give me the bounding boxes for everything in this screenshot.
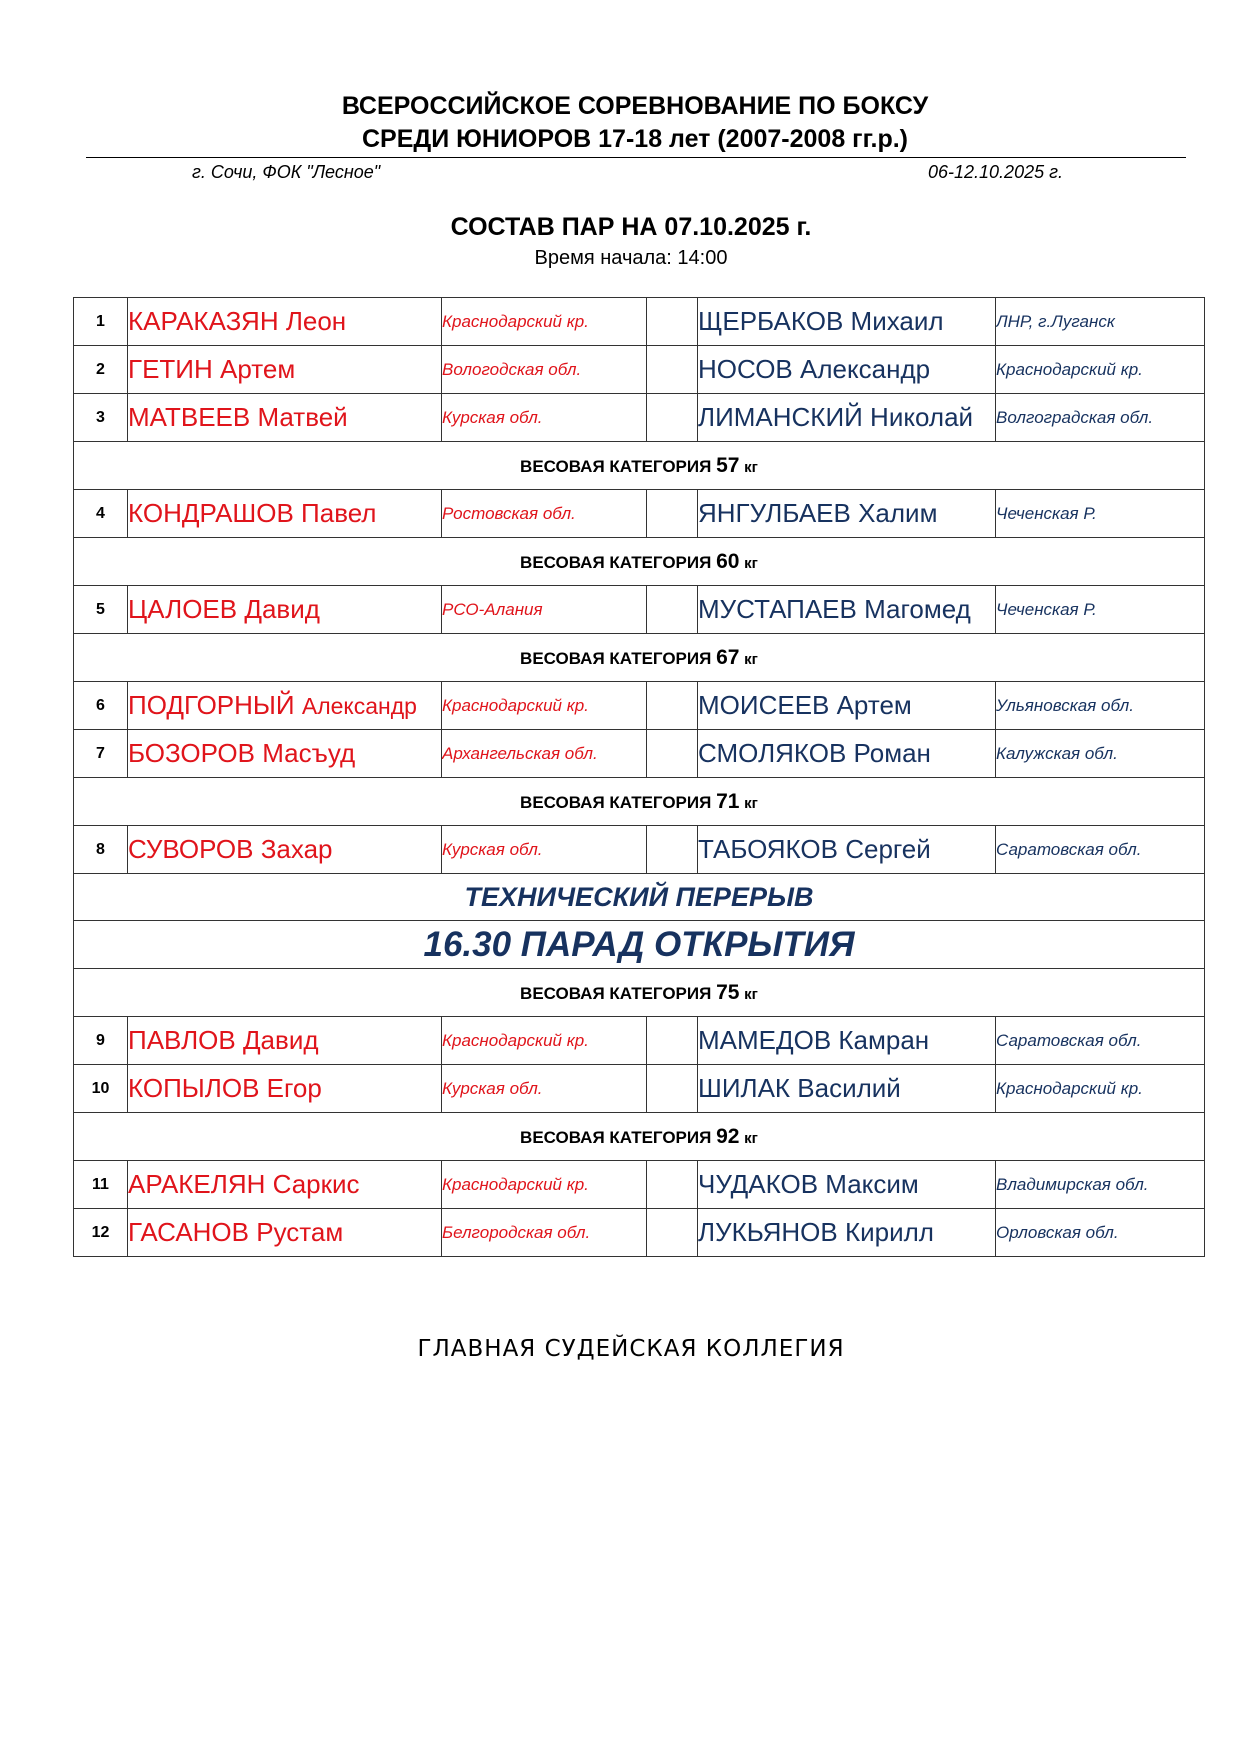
red-surname: КАРАКАЗЯН — [128, 306, 279, 336]
blue-corner-region: Ульяновская обл. — [996, 682, 1205, 730]
blue-corner-name: НОСОВ Александр — [698, 346, 996, 394]
red-given-name: Матвей — [257, 402, 348, 432]
bout-number: 1 — [74, 298, 128, 346]
blue-corner-region: Чеченская Р. — [996, 586, 1205, 634]
red-corner-name — [128, 490, 442, 538]
bout-number: 11 — [74, 1161, 128, 1209]
spacer-cell — [647, 682, 698, 730]
spacer-cell — [647, 730, 698, 778]
judges-panel-signature: ГЛАВНАЯ СУДЕЙСКАЯ КОЛЛЕГИЯ — [417, 1336, 845, 1362]
bout-number: 4 — [74, 490, 128, 538]
bout-number: 7 — [74, 730, 128, 778]
spacer-cell — [647, 346, 698, 394]
bout-row — [74, 394, 1205, 442]
bout-number: 5 — [74, 586, 128, 634]
red-given-name: Давид — [242, 1025, 319, 1055]
blue-corner-region: Орловская обл. — [996, 1209, 1205, 1257]
red-corner-name — [128, 1065, 442, 1113]
document-title-line-1: ВСЕРОССИЙСКОЕ СОРЕВНОВАНИЕ ПО БОКСУ — [341, 92, 929, 120]
bout-number: 12 — [74, 1209, 128, 1257]
spacer-cell — [647, 1161, 698, 1209]
weight-unit: кг — [744, 650, 758, 668]
blue-corner-name: ЛУКЬЯНОВ Кирилл — [698, 1209, 996, 1257]
start-time: Время начала: 14:00 — [534, 247, 728, 269]
blue-corner-region: Владимирская обл. — [996, 1161, 1205, 1209]
weight-category-label — [74, 1113, 1205, 1161]
red-corner-region: Курская обл. — [442, 1065, 647, 1113]
spacer-cell — [647, 1017, 698, 1065]
weight-category-label — [74, 442, 1205, 490]
blue-corner-region: Волгоградская обл. — [996, 394, 1205, 442]
blue-corner-name: МАМЕДОВ Камран — [698, 1017, 996, 1065]
red-corner-name — [128, 682, 442, 730]
red-corner-region: Краснодарский кр. — [442, 298, 647, 346]
red-surname: ПОДГОРНЫЙ — [128, 690, 295, 720]
bout-number: 2 — [74, 346, 128, 394]
red-corner-region: Архангельская обл. — [442, 730, 647, 778]
weight-category-row — [74, 442, 1205, 490]
parade-row — [74, 921, 1205, 969]
weight-value: 75 — [716, 980, 740, 1004]
red-corner-name — [128, 826, 442, 874]
category-prefix: ВЕСОВАЯ КАТЕГОРИЯ — [520, 552, 712, 572]
red-corner-name — [128, 1209, 442, 1257]
bout-row — [74, 298, 1205, 346]
technical-break-label: ТЕХНИЧЕСКИЙ ПЕРЕРЫВ — [74, 874, 1205, 921]
blue-corner-name: МОИСЕЕВ Артем — [698, 682, 996, 730]
blue-corner-region: Саратовская обл. — [996, 1017, 1205, 1065]
bout-number: 8 — [74, 826, 128, 874]
weight-value: 57 — [716, 453, 740, 477]
spacer-cell — [647, 1065, 698, 1113]
blue-corner-name: МУСТАПАЕВ Магомед — [698, 586, 996, 634]
red-corner-region: Курская обл. — [442, 826, 647, 874]
spacer-cell — [647, 1209, 698, 1257]
bout-row — [74, 1209, 1205, 1257]
red-surname: ЦАЛОЕВ — [128, 594, 238, 624]
bout-number: 9 — [74, 1017, 128, 1065]
category-prefix: ВЕСОВАЯ КАТЕГОРИЯ — [520, 792, 712, 812]
blue-corner-name: ЯНГУЛБАЕВ Халим — [698, 490, 996, 538]
red-corner-region: Краснодарский кр. — [442, 1017, 647, 1065]
blue-corner-region: Саратовская обл. — [996, 826, 1205, 874]
red-given-name: Масъуд — [262, 738, 356, 768]
red-surname: ПАВЛОВ — [128, 1025, 236, 1055]
weight-unit: кг — [744, 985, 758, 1003]
bout-row — [74, 346, 1205, 394]
red-given-name: Давид — [244, 594, 320, 624]
bout-row — [74, 1065, 1205, 1113]
bout-row — [74, 490, 1205, 538]
red-surname: АРАКЕЛЯН — [128, 1169, 266, 1199]
bouts-heading: СОСТАВ ПАР НА 07.10.2025 г. — [450, 213, 812, 241]
red-corner-region: Ростовская обл. — [442, 490, 647, 538]
red-corner-region: РСО-Алания — [442, 586, 647, 634]
weight-value: 60 — [716, 549, 740, 573]
red-corner-name — [128, 346, 442, 394]
red-surname: МАТВЕЕВ — [128, 402, 251, 432]
technical-break-row — [74, 874, 1205, 921]
red-surname: ГАСАНОВ — [128, 1217, 249, 1247]
blue-corner-name: СМОЛЯКОВ Роман — [698, 730, 996, 778]
red-given-name: Павел — [301, 498, 377, 528]
red-corner-region: Вологодская обл. — [442, 346, 647, 394]
red-corner-region: Краснодарский кр. — [442, 682, 647, 730]
red-corner-region: Краснодарский кр. — [442, 1161, 647, 1209]
weight-category-label — [74, 969, 1205, 1017]
bout-row — [74, 826, 1205, 874]
red-corner-region: Курская обл. — [442, 394, 647, 442]
dates-text: 06-12.10.2025 г. — [928, 162, 1063, 182]
weight-category-row — [74, 778, 1205, 826]
red-given-name: Артем — [220, 354, 296, 384]
red-corner-name — [128, 730, 442, 778]
red-surname: ГЕТИН — [128, 354, 213, 384]
spacer-cell — [647, 586, 698, 634]
bout-number: 10 — [74, 1065, 128, 1113]
blue-corner-name: ШИЛАК Василий — [698, 1065, 996, 1113]
red-given-name: Саркис — [272, 1169, 360, 1199]
weight-unit: кг — [744, 794, 758, 812]
blue-corner-region: Краснодарский кр. — [996, 1065, 1205, 1113]
red-corner-name — [128, 1017, 442, 1065]
weight-value: 67 — [716, 645, 740, 669]
category-prefix: ВЕСОВАЯ КАТЕГОРИЯ — [520, 648, 712, 668]
blue-corner-region: ЛНР, г.Луганск — [996, 298, 1205, 346]
weight-category-label — [74, 778, 1205, 826]
category-prefix: ВЕСОВАЯ КАТЕГОРИЯ — [520, 1127, 712, 1147]
weight-value: 92 — [716, 1124, 740, 1148]
spacer-cell — [647, 826, 698, 874]
bout-number: 3 — [74, 394, 128, 442]
red-given-name: Захар — [260, 834, 333, 864]
category-prefix: ВЕСОВАЯ КАТЕГОРИЯ — [520, 983, 712, 1003]
weight-category-row — [74, 538, 1205, 586]
weight-category-row — [74, 1113, 1205, 1161]
blue-corner-region: Краснодарский кр. — [996, 346, 1205, 394]
red-corner-name — [128, 1161, 442, 1209]
weight-unit: кг — [744, 554, 758, 572]
weight-unit: кг — [744, 458, 758, 476]
weight-category-label — [74, 538, 1205, 586]
spacer-cell — [647, 490, 698, 538]
bout-row — [74, 586, 1205, 634]
weight-category-label — [74, 634, 1205, 682]
venue-text: г. Сочи, ФОК "Лесное" — [192, 162, 381, 182]
bout-row — [74, 682, 1205, 730]
blue-corner-region: Калужская обл. — [996, 730, 1205, 778]
red-corner-name — [128, 298, 442, 346]
blue-corner-name: ЛИМАНСКИЙ Николай — [698, 394, 996, 442]
spacer-cell — [647, 298, 698, 346]
red-given-name: Леон — [285, 306, 347, 336]
header-divider — [86, 157, 1186, 158]
red-surname: СУВОРОВ — [128, 834, 254, 864]
red-corner-name — [128, 394, 442, 442]
spacer-cell — [647, 394, 698, 442]
blue-corner-region: Чеченская Р. — [996, 490, 1205, 538]
red-given-name: Александр — [301, 693, 417, 719]
weight-value: 71 — [716, 789, 740, 813]
red-corner-name — [128, 586, 442, 634]
red-surname: КОНДРАШОВ — [128, 498, 294, 528]
red-surname: БОЗОРОВ — [128, 738, 255, 768]
bout-row — [74, 1017, 1205, 1065]
blue-corner-name: ЩЕРБАКОВ Михаил — [698, 298, 996, 346]
weight-category-row — [74, 969, 1205, 1017]
red-corner-region: Белгородская обл. — [442, 1209, 647, 1257]
category-prefix: ВЕСОВАЯ КАТЕГОРИЯ — [520, 456, 712, 476]
parade-label: 16.30 ПАРАД ОТКРЫТИЯ — [74, 921, 1205, 969]
document-title-line-2: СРЕДИ ЮНИОРОВ 17-18 лет (2007-2008 гг.р.) — [361, 125, 908, 153]
weight-unit: кг — [744, 1129, 758, 1147]
red-surname: КОПЫЛОВ — [128, 1073, 260, 1103]
blue-corner-name: ЧУДАКОВ Максим — [698, 1161, 996, 1209]
red-given-name: Рустам — [256, 1217, 344, 1247]
bout-row — [74, 730, 1205, 778]
red-given-name: Егор — [266, 1073, 322, 1103]
bout-row — [74, 1161, 1205, 1209]
blue-corner-name: ТАБОЯКОВ Сергей — [698, 826, 996, 874]
weight-category-row — [74, 634, 1205, 682]
bout-number: 6 — [74, 682, 128, 730]
bouts-table — [73, 297, 1205, 1257]
